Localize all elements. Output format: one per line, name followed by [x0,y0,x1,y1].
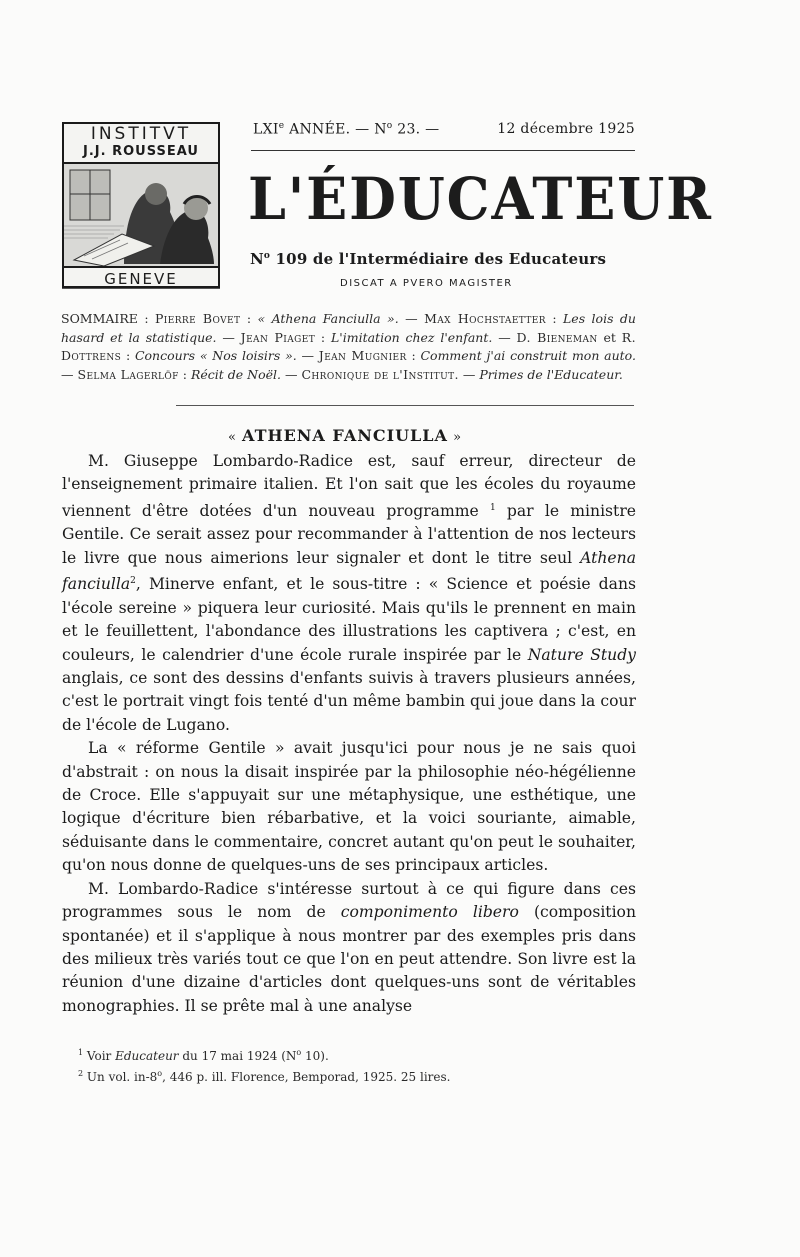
journal-subtitle: $N^o$ 109 de l'Intermédiaire des Educateurs [250,250,607,268]
issue-date: 12 décembre 1925 [497,121,635,137]
institut-logo [62,122,220,288]
logo-header [64,124,218,164]
engraving-svg [64,164,218,266]
issue-year: LXIe ANNÉE. — $N^o$ 23. — [253,121,440,138]
footnote-ref-2: 2 [130,576,136,587]
section-divider [176,405,634,406]
footnote-ref-1: 1 [489,502,496,513]
footnote-1: $^1$ Voir Educateur du 17 mai 1924 ($N^o$ 10). [78,1048,329,1063]
paragraph-3: M. Lombardo-Radice s'intéresse surtout à ce qui figure dans ces programmes sous le nom de componimento libero (composition spontanée) et il s'applique à nous montrer par des exemples pris dans des milieux très variés tout ce que l'on en peut attendre. Son livre est la réunion d'une dizaine d'articles dont quelques-uns sont de véritables monographies. Il se prête mal à une analyse [62,879,636,1015]
issue-line [253,121,635,138]
masthead-rule [251,150,635,151]
journal-motto: DISCAT A PVERO MAGISTER [340,278,513,289]
footnote-2: $^2$ Un vol. in-8$^o$, 446 p. ill. Florence, Bemporad, 1925. 25 lires. [78,1069,451,1084]
logo-underline-divider [62,288,220,289]
footnotes [78,1044,598,1086]
logo-line-institut: INSTITVT [90,124,192,144]
paragraph-1: M. Giuseppe Lombardo-Radice est, sauf erreur, directeur de l'enseignement primaire italien. Et l'on sait que les écoles du royaume viennent d'être dotées d'un nouveau programme $^1$ par le ministre Gentile. Ce serait assez pour recommander à l'attention de nos lecteurs le livre que nous aimerions leur signaler et dont le titre seul Athena fanciulla$^2$, Minerve enfant, et le sous-titre : « Science et poésie dans l'école sereine » piquera leur curiosité. Mais qu'ils le prennent en main et le feuillettent, l'abondance des illustrations les captivera ; c'est, en couleurs, le calendrier d'une école rurale inspirée par le Nature Study anglais, ce sont des dessins d'enfants suivis à travers plusieurs années, c'est le portrait vingt fois tenté d'un même bambin qui joue dans la cour de l'école de Lugano. [62,452,637,734]
logo-line-rousseau: J.J. ROUSSEAU [83,144,199,159]
article-body [62,450,636,1018]
paragraph-2: La « réforme Gentile » avait jusqu'ici pour nous je ne sais quoi d'abstrait : on nous la disait inspirée par la philosophie néo-hégélienne de Croce. Elle s'appuyait sur une métaphysique, une esthétique, une logique d'écriture bien rébarbative, et la voici souriante, aimable, séduisante dans le commentaire, concret autant qu'on peut le souhaiter, qu'on nous donne de quelques-uns de ses principaux articles. [62,739,636,875]
logo-geneve: GENEVE [104,270,178,288]
table-of-contents: SOMMAIRE : Pierre Bovet : « Athena Fanciulla ». — Max Hochstaetter : Les lois du hasard et la statistique. — Jean Piaget : L'imitation chez l'enfant. — D. Bieneman et R. Dottrens : Concours « Nos loisirs ». — Jean Mugnier : Comment j'ai construit mon auto. — Selma Lagerlöf : Récit de Noël. — Chronique de l'Institut. — Primes de l'Educateur. [61,311,636,382]
article-title: « ATHENA FANCIULLA » [227,426,463,445]
engraving-illustration-icon [64,164,218,268]
journal-title: L'ÉDUCATEUR [248,165,713,233]
